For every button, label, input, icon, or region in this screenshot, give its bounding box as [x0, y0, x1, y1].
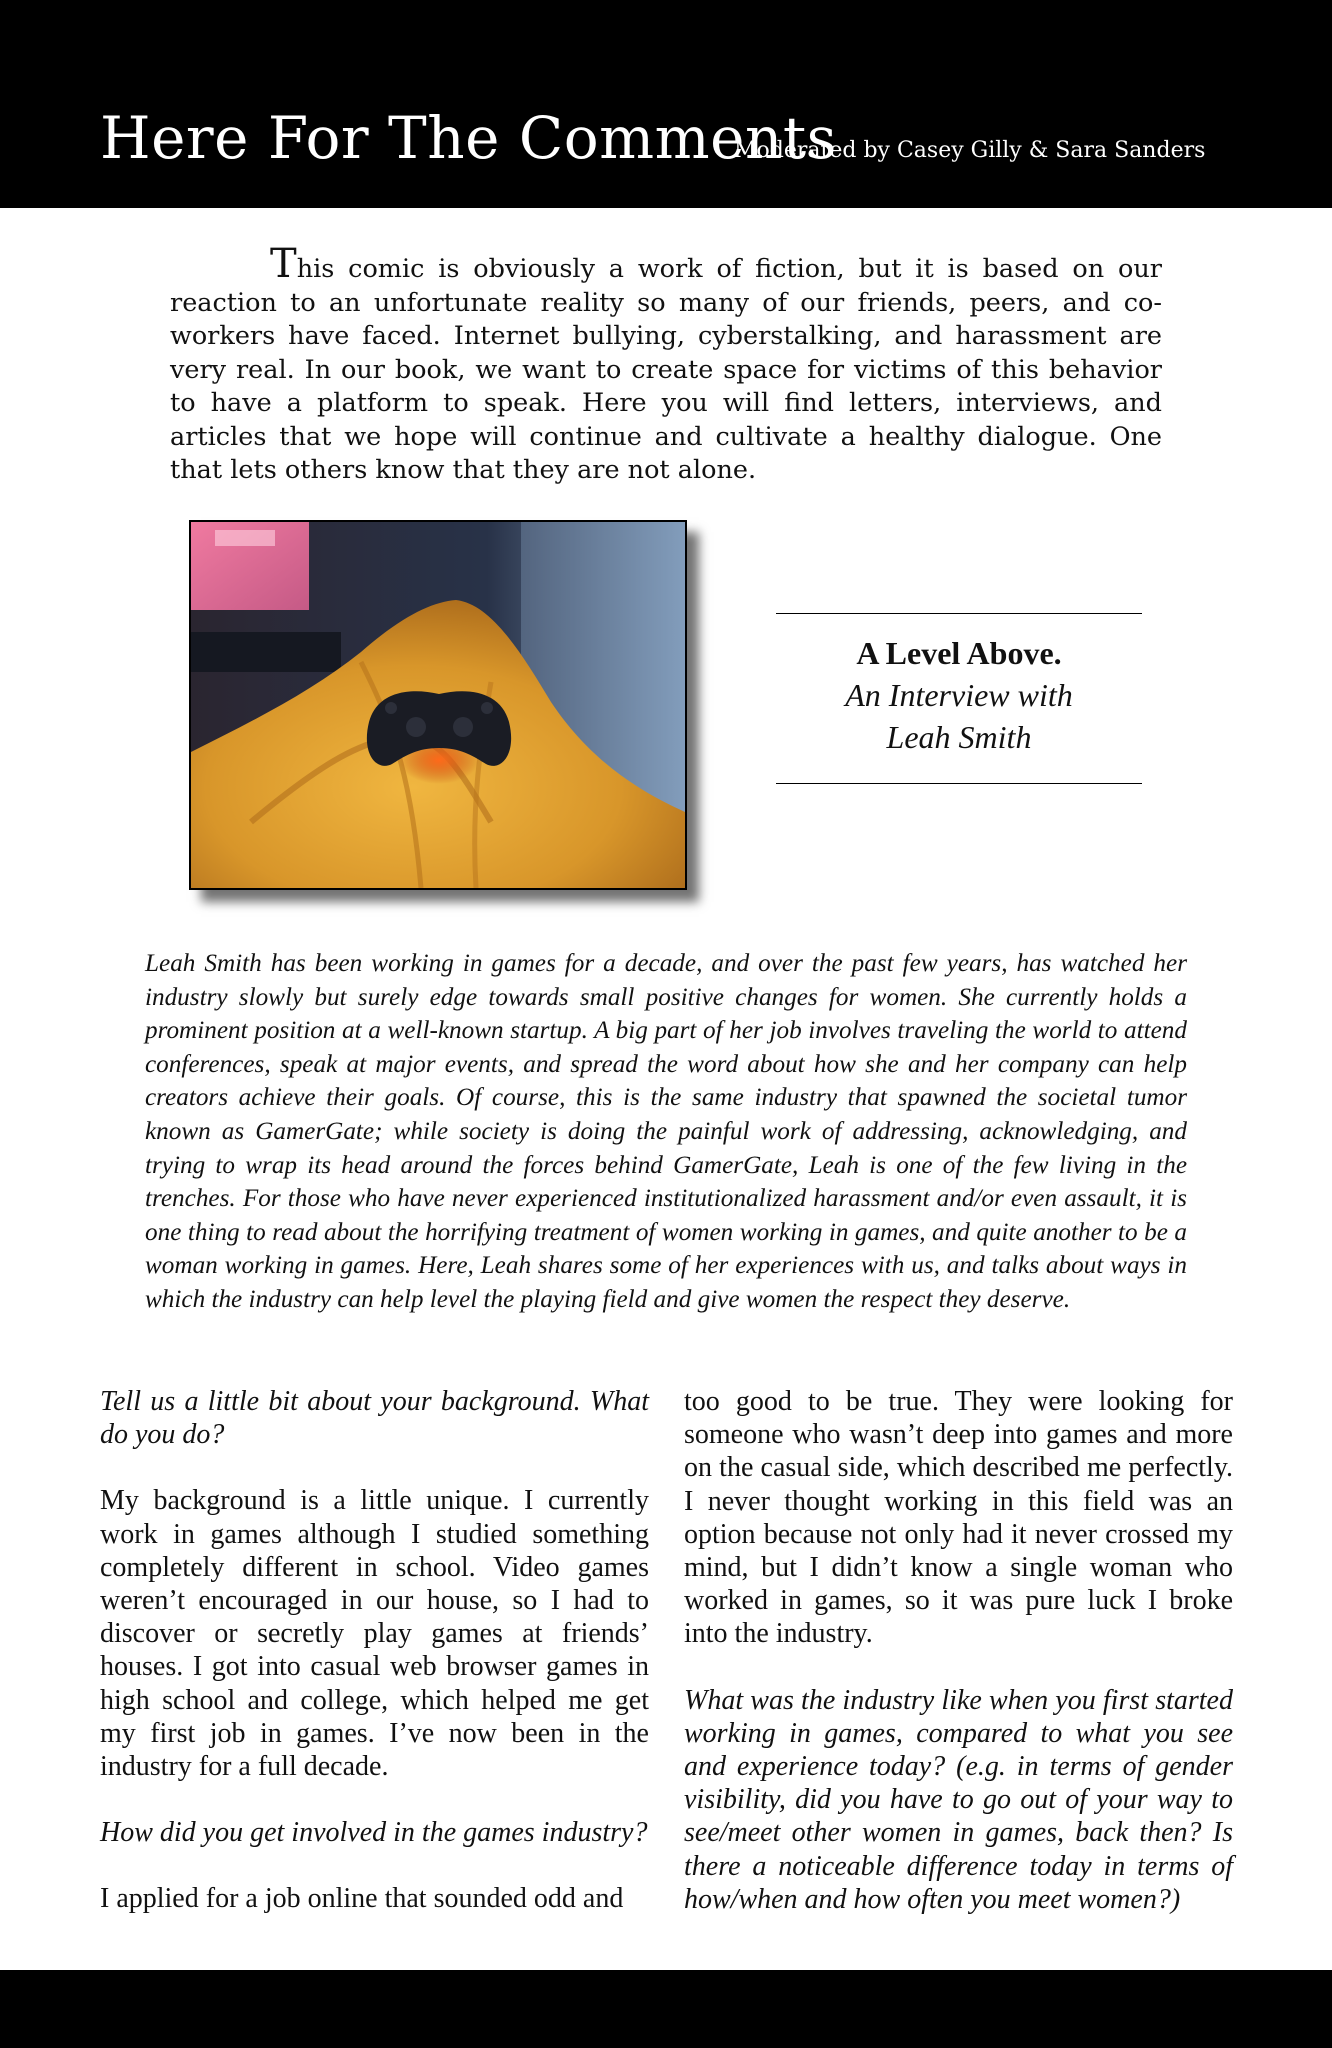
feature-rule-bottom [776, 783, 1142, 784]
column-left [100, 1385, 649, 1916]
header-bar [0, 0, 1332, 208]
question-involvement: How did you get involved in the games industry? [100, 1817, 648, 1849]
footer-bar [0, 1970, 1332, 2048]
interview-lede: Leah Smith has been working in games for a decade, and over the past few years, has watched her industry slowly but surely edge towards small positive changes for women. She currently holds a prominent position at a well-known startup. A big part of her job involves traveling the world to attend conferences, speak at major events, and spread the word about how she and her company can help creators achieve their goals. Of course, this is the same industry that spawned the societal tumor known as GamerGate; while society is doing the painful work of addressing, acknowledging, and trying to wrap its head around the forces behind GamerGate, Leah is one of the few living in the trenches. For those who have never experienced institutionalized harassment and/or even assault, it is one thing to read about the horrifying treatment of women working in games, and quite another to be a woman working in games. Here, Leah shares some of her experiences with us, and talks about ways in which the industry can help level the playing field and give women the respect they deserve. [145, 950, 1187, 1313]
answer-background: My background is a little unique. I currently work in games although I studied something completely different in school. Video games weren’t encouraged in our house, so I had to discover or secretly play games at friends’ houses. I got into casual web browser games in high school and college, which helped me get my first job in games. I’ve now been in the industry for a full decade. [100, 1485, 649, 1783]
section-title: Here For The Comments [100, 104, 837, 172]
answer-involvement-continued: too good to be true. They were looking for someone who wasn’t deep into games and more on the casual side, which described me perfectly. I never thought working in this field was an option because not only had it never crossed my mind, but I didn’t know a single woman who worked in games, so it was pure luck I broke into the industry. [684, 1386, 1233, 1650]
game-controller-on-blanket-icon [191, 522, 685, 888]
column-right [684, 1385, 1233, 1916]
feature-subtitle-line1: An Interview with [845, 677, 1073, 713]
question-industry-change: What was the industry like when you first started working in games, compared to what you see and experience today? (e.g. in terms of gender visibility, did you have to go out of your way to see/meet other women in games, back then? Is there a noticeable difference today in terms of how/when and how often you meet women?) [684, 1684, 1233, 1915]
feature-title: A Level Above. [856, 635, 1062, 671]
intro-paragraph: This comic is obviously a work of fiction, but it is based on our reaction to an unfortunate reality so many of our friends, peers, and co-workers have faced. Internet bullying, cyberstalking, and harassment are very real. In our book, we want to create space for victims of this behavior to have a platform to speak. Here you will find letters, interviews, and articles that we hope will continue and cultivate a healthy dialogue. One that lets others know that they are not alone. [170, 241, 1162, 485]
question-background: Tell us a little bit about your background. What do you do? [100, 1386, 649, 1451]
feature-heading [776, 632, 1142, 758]
moderators-credit: Moderated by Casey Gilly & Sara Sanders [734, 138, 1206, 163]
feature-subtitle-line2: Leah Smith [886, 719, 1032, 755]
feature-rule-top [776, 613, 1142, 614]
game-controller-photo [189, 520, 687, 890]
answer-involvement-start: I applied for a job online that sounded odd and [100, 1883, 624, 1915]
